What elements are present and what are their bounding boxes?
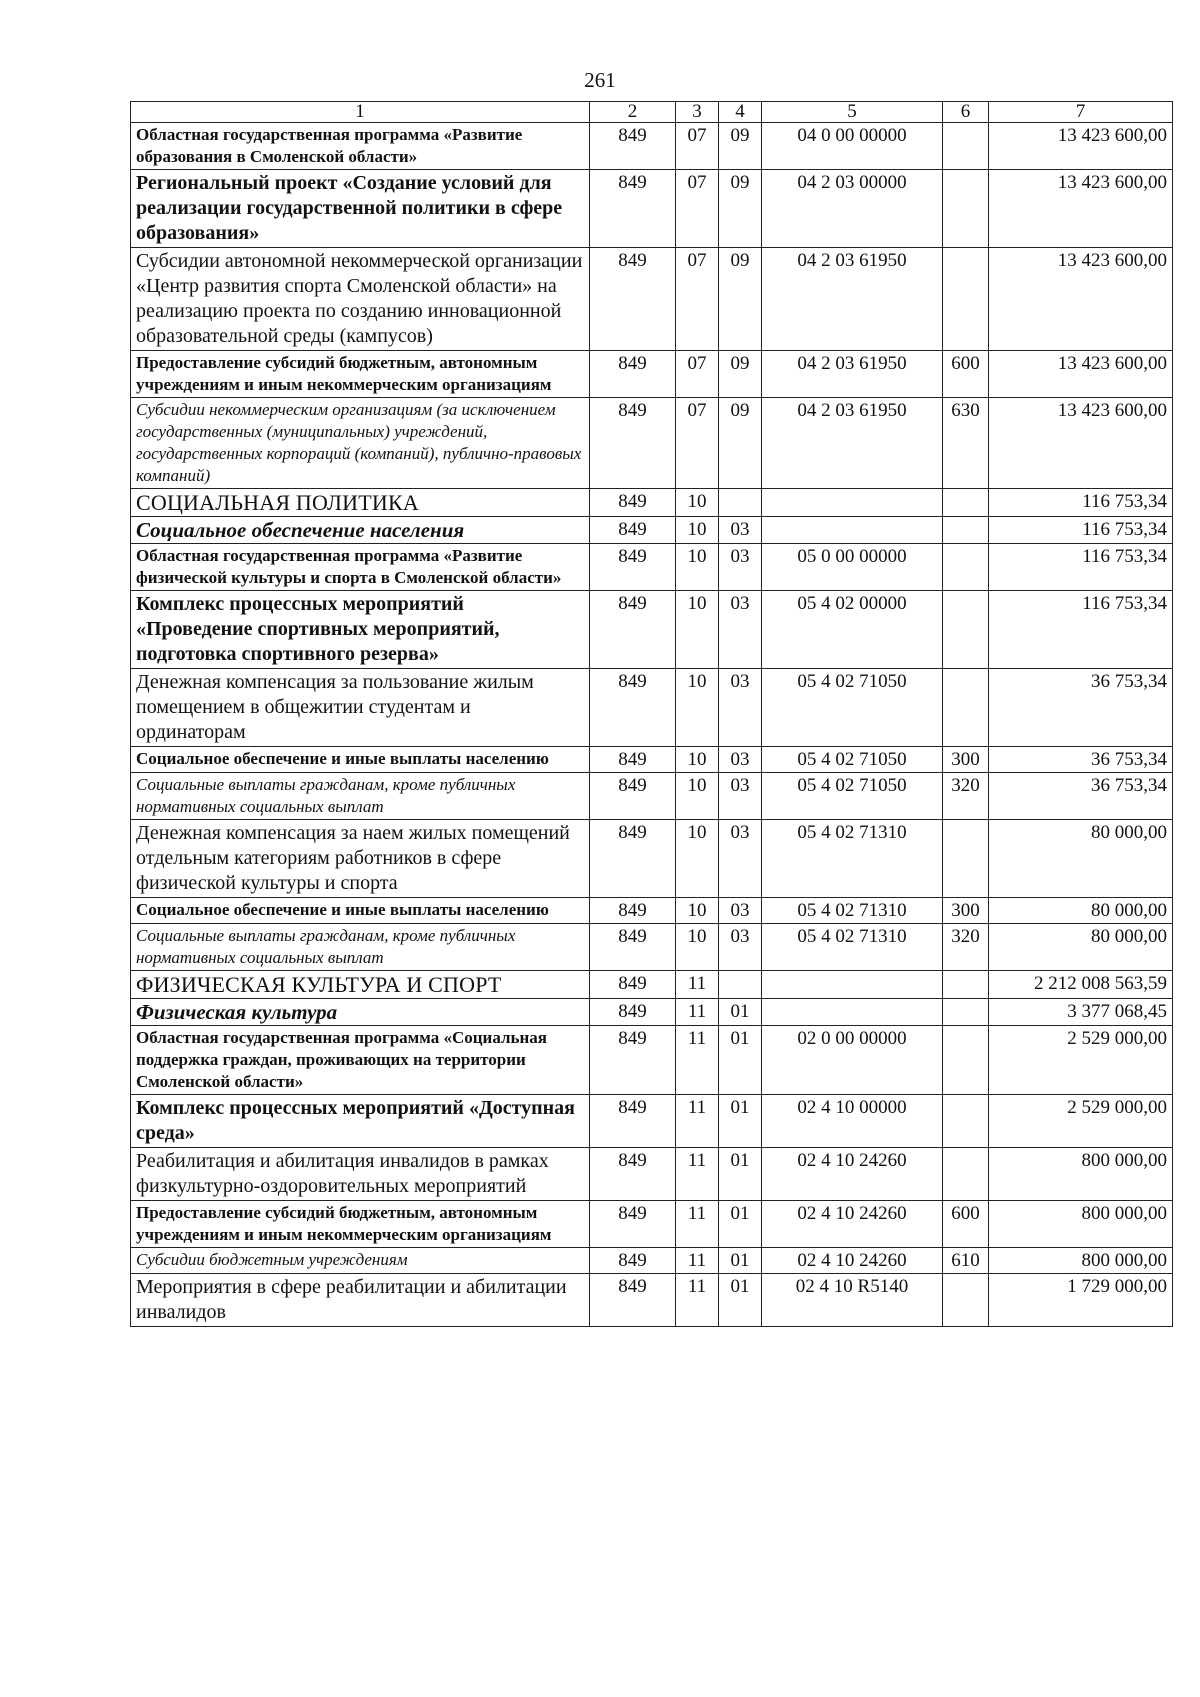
- table-row: [131, 351, 1173, 398]
- row-target-code-cell: 04 2 03 61950: [762, 398, 943, 489]
- row-name-cell: Комплекс процессных мероприятий «Проведение спортивных мероприятий, подготовка спортивного резерва»: [131, 591, 590, 669]
- table-row: [131, 1201, 1173, 1248]
- row-subsection-cell: 01: [719, 999, 762, 1026]
- row-admin-code-cell: 849: [590, 1201, 676, 1248]
- row-target-code-cell: [762, 999, 943, 1026]
- row-amount-cell: 116 753,34: [989, 544, 1173, 591]
- row-admin-code-cell: 849: [590, 1248, 676, 1274]
- row-name-cell: Областная государственная программа «Развитие образования в Смоленской области»: [131, 123, 590, 170]
- row-section-cell: 10: [676, 924, 719, 971]
- header-cell: 4: [719, 102, 762, 123]
- row-section-cell: 11: [676, 971, 719, 999]
- row-expense-type-cell: 320: [943, 924, 989, 971]
- row-admin-code-cell: 849: [590, 1274, 676, 1327]
- page-number: 261: [584, 68, 616, 92]
- row-subsection-cell: 03: [719, 544, 762, 591]
- row-name-cell: Мероприятия в сфере реабилитации и абилитации инвалидов: [131, 1274, 590, 1327]
- row-admin-code-cell: 849: [590, 669, 676, 747]
- row-section-cell: 10: [676, 591, 719, 669]
- row-subsection-cell: 03: [719, 924, 762, 971]
- row-amount-cell: 80 000,00: [989, 820, 1173, 898]
- table-row: [131, 999, 1173, 1026]
- row-subsection-cell: 09: [719, 351, 762, 398]
- row-name-cell: Социальное обеспечение и иные выплаты населению: [131, 747, 590, 773]
- row-target-code-cell: 02 4 10 00000: [762, 1095, 943, 1148]
- header-cell: 7: [989, 102, 1173, 123]
- row-target-code-cell: 04 0 00 00000: [762, 123, 943, 170]
- row-target-code-cell: 05 4 02 71050: [762, 773, 943, 820]
- header-cell: 6: [943, 102, 989, 123]
- row-name-cell: Социальные выплаты гражданам, кроме публичных нормативных социальных выплат: [131, 924, 590, 971]
- row-target-code-cell: 05 4 02 71310: [762, 924, 943, 971]
- row-section-cell: 10: [676, 747, 719, 773]
- table-row: [131, 924, 1173, 971]
- table-row: [131, 517, 1173, 544]
- header-row: [131, 102, 1173, 123]
- row-section-cell: 11: [676, 1026, 719, 1095]
- table-row: [131, 1148, 1173, 1201]
- row-expense-type-cell: [943, 123, 989, 170]
- row-name-cell: Физическая культура: [131, 999, 590, 1026]
- row-name-cell: ФИЗИЧЕСКАЯ КУЛЬТУРА И СПОРТ: [131, 971, 590, 999]
- header-cell: 1: [131, 102, 590, 123]
- row-expense-type-cell: [943, 999, 989, 1026]
- row-target-code-cell: 02 4 10 R5140: [762, 1274, 943, 1327]
- row-name-cell: Комплекс процессных мероприятий «Доступная среда»: [131, 1095, 590, 1148]
- row-amount-cell: 116 753,34: [989, 489, 1173, 517]
- row-target-code-cell: 02 4 10 24260: [762, 1148, 943, 1201]
- row-amount-cell: 13 423 600,00: [989, 123, 1173, 170]
- row-name-cell: Социальное обеспечение и иные выплаты населению: [131, 898, 590, 924]
- row-subsection-cell: 03: [719, 517, 762, 544]
- table-row: [131, 170, 1173, 248]
- row-name-cell: Областная государственная программа «Развитие физической культуры и спорта в Смоленской области»: [131, 544, 590, 591]
- table-row: [131, 591, 1173, 669]
- row-expense-type-cell: [943, 1095, 989, 1148]
- table-row: [131, 898, 1173, 924]
- row-target-code-cell: 05 0 00 00000: [762, 544, 943, 591]
- row-subsection-cell: 01: [719, 1026, 762, 1095]
- row-expense-type-cell: [943, 1026, 989, 1095]
- row-expense-type-cell: [943, 820, 989, 898]
- row-expense-type-cell: [943, 517, 989, 544]
- row-target-code-cell: 05 4 02 71050: [762, 669, 943, 747]
- budget-table: [130, 101, 1173, 1327]
- row-subsection-cell: 03: [719, 591, 762, 669]
- row-amount-cell: 13 423 600,00: [989, 170, 1173, 248]
- row-section-cell: 10: [676, 820, 719, 898]
- row-name-cell: Денежная компенсация за пользование жилым помещением в общежитии студентам и ординаторам: [131, 669, 590, 747]
- row-section-cell: 11: [676, 1274, 719, 1327]
- row-section-cell: 10: [676, 898, 719, 924]
- table-row: [131, 248, 1173, 351]
- table-row: [131, 1274, 1173, 1327]
- row-expense-type-cell: [943, 544, 989, 591]
- row-subsection-cell: 03: [719, 898, 762, 924]
- row-admin-code-cell: 849: [590, 398, 676, 489]
- row-admin-code-cell: 849: [590, 898, 676, 924]
- row-expense-type-cell: [943, 489, 989, 517]
- row-name-cell: Субсидии некоммерческим организациям (за исключением государственных (муниципальных) учреждений, государственных корпораций (компаний), публично-правовых компаний): [131, 398, 590, 489]
- header-cell: 5: [762, 102, 943, 123]
- row-section-cell: 10: [676, 517, 719, 544]
- row-admin-code-cell: 849: [590, 1148, 676, 1201]
- row-admin-code-cell: 849: [590, 820, 676, 898]
- row-subsection-cell: 01: [719, 1148, 762, 1201]
- row-name-cell: Социальные выплаты гражданам, кроме публичных нормативных социальных выплат: [131, 773, 590, 820]
- row-target-code-cell: 05 4 02 00000: [762, 591, 943, 669]
- table-row: [131, 123, 1173, 170]
- row-amount-cell: 80 000,00: [989, 924, 1173, 971]
- row-section-cell: 11: [676, 1201, 719, 1248]
- table-row: [131, 489, 1173, 517]
- row-target-code-cell: [762, 517, 943, 544]
- row-expense-type-cell: 630: [943, 398, 989, 489]
- table-row: [131, 971, 1173, 999]
- row-name-cell: Реабилитация и абилитация инвалидов в рамках физкультурно-оздоровительных мероприятий: [131, 1148, 590, 1201]
- row-admin-code-cell: 849: [590, 999, 676, 1026]
- row-section-cell: 07: [676, 248, 719, 351]
- row-admin-code-cell: 849: [590, 924, 676, 971]
- row-target-code-cell: 04 2 03 61950: [762, 248, 943, 351]
- row-subsection-cell: 09: [719, 123, 762, 170]
- table-row: [131, 773, 1173, 820]
- row-expense-type-cell: [943, 248, 989, 351]
- row-target-code-cell: 02 4 10 24260: [762, 1201, 943, 1248]
- row-admin-code-cell: 849: [590, 517, 676, 544]
- row-target-code-cell: 05 4 02 71310: [762, 898, 943, 924]
- row-amount-cell: 36 753,34: [989, 773, 1173, 820]
- row-expense-type-cell: [943, 1274, 989, 1327]
- row-amount-cell: 36 753,34: [989, 669, 1173, 747]
- row-amount-cell: 2 212 008 563,59: [989, 971, 1173, 999]
- row-subsection-cell: 03: [719, 820, 762, 898]
- row-section-cell: 10: [676, 544, 719, 591]
- row-expense-type-cell: [943, 170, 989, 248]
- row-subsection-cell: 01: [719, 1274, 762, 1327]
- row-amount-cell: 13 423 600,00: [989, 398, 1173, 489]
- row-name-cell: Субсидии бюджетным учреждениям: [131, 1248, 590, 1274]
- row-name-cell: Предоставление субсидий бюджетным, автономным учреждениям и иным некоммерческим организациям: [131, 1201, 590, 1248]
- row-section-cell: 07: [676, 351, 719, 398]
- row-name-cell: Денежная компенсация за наем жилых помещений отдельным категориям работников в сфере физической культуры и спорта: [131, 820, 590, 898]
- table-row: [131, 1095, 1173, 1148]
- row-admin-code-cell: 849: [590, 1095, 676, 1148]
- row-subsection-cell: [719, 489, 762, 517]
- row-amount-cell: 13 423 600,00: [989, 248, 1173, 351]
- row-admin-code-cell: 849: [590, 123, 676, 170]
- row-amount-cell: 13 423 600,00: [989, 351, 1173, 398]
- row-amount-cell: 3 377 068,45: [989, 999, 1173, 1026]
- row-section-cell: 11: [676, 1248, 719, 1274]
- row-amount-cell: 1 729 000,00: [989, 1274, 1173, 1327]
- row-section-cell: 07: [676, 123, 719, 170]
- row-name-cell: Областная государственная программа «Социальная поддержка граждан, проживающих на территории Смоленской области»: [131, 1026, 590, 1095]
- row-name-cell: Субсидии автономной некоммерческой организации «Центр развития спорта Смоленской области» на реализацию проекта по созданию инновационной образовательной среды (кампусов): [131, 248, 590, 351]
- row-target-code-cell: 04 2 03 00000: [762, 170, 943, 248]
- row-target-code-cell: 02 0 00 00000: [762, 1026, 943, 1095]
- row-name-cell: Социальное обеспечение населения: [131, 517, 590, 544]
- row-amount-cell: 2 529 000,00: [989, 1026, 1173, 1095]
- row-target-code-cell: [762, 971, 943, 999]
- header-cell: 2: [590, 102, 676, 123]
- row-expense-type-cell: 300: [943, 898, 989, 924]
- row-section-cell: 10: [676, 489, 719, 517]
- row-amount-cell: 116 753,34: [989, 517, 1173, 544]
- table-row: [131, 747, 1173, 773]
- row-amount-cell: 800 000,00: [989, 1201, 1173, 1248]
- row-section-cell: 07: [676, 170, 719, 248]
- row-expense-type-cell: 600: [943, 1201, 989, 1248]
- row-target-code-cell: 05 4 02 71050: [762, 747, 943, 773]
- row-section-cell: 11: [676, 1095, 719, 1148]
- row-expense-type-cell: 600: [943, 351, 989, 398]
- header-cell: 3: [676, 102, 719, 123]
- table-row: [131, 1248, 1173, 1274]
- row-admin-code-cell: 849: [590, 1026, 676, 1095]
- row-admin-code-cell: 849: [590, 544, 676, 591]
- row-admin-code-cell: 849: [590, 591, 676, 669]
- row-expense-type-cell: [943, 971, 989, 999]
- row-subsection-cell: 01: [719, 1095, 762, 1148]
- row-subsection-cell: 03: [719, 669, 762, 747]
- row-admin-code-cell: 849: [590, 971, 676, 999]
- row-admin-code-cell: 849: [590, 170, 676, 248]
- row-target-code-cell: [762, 489, 943, 517]
- row-section-cell: 10: [676, 773, 719, 820]
- row-subsection-cell: 01: [719, 1248, 762, 1274]
- row-name-cell: СОЦИАЛЬНАЯ ПОЛИТИКА: [131, 489, 590, 517]
- row-subsection-cell: 09: [719, 170, 762, 248]
- table-row: [131, 398, 1173, 489]
- row-target-code-cell: 02 4 10 24260: [762, 1248, 943, 1274]
- row-section-cell: 07: [676, 398, 719, 489]
- row-subsection-cell: 09: [719, 248, 762, 351]
- row-amount-cell: 116 753,34: [989, 591, 1173, 669]
- row-amount-cell: 36 753,34: [989, 747, 1173, 773]
- row-admin-code-cell: 849: [590, 773, 676, 820]
- row-amount-cell: 800 000,00: [989, 1148, 1173, 1201]
- row-expense-type-cell: 320: [943, 773, 989, 820]
- table-row: [131, 1026, 1173, 1095]
- row-admin-code-cell: 849: [590, 351, 676, 398]
- row-amount-cell: 80 000,00: [989, 898, 1173, 924]
- row-expense-type-cell: 610: [943, 1248, 989, 1274]
- row-name-cell: Предоставление субсидий бюджетным, автономным учреждениям и иным некоммерческим организациям: [131, 351, 590, 398]
- table-row: [131, 544, 1173, 591]
- row-admin-code-cell: 849: [590, 489, 676, 517]
- row-subsection-cell: 09: [719, 398, 762, 489]
- row-admin-code-cell: 849: [590, 248, 676, 351]
- row-target-code-cell: 04 2 03 61950: [762, 351, 943, 398]
- table-row: [131, 669, 1173, 747]
- row-section-cell: 11: [676, 999, 719, 1026]
- table-row: [131, 820, 1173, 898]
- row-subsection-cell: 03: [719, 747, 762, 773]
- row-amount-cell: 800 000,00: [989, 1248, 1173, 1274]
- row-expense-type-cell: 300: [943, 747, 989, 773]
- row-amount-cell: 2 529 000,00: [989, 1095, 1173, 1148]
- row-target-code-cell: 05 4 02 71310: [762, 820, 943, 898]
- row-admin-code-cell: 849: [590, 747, 676, 773]
- row-name-cell: Региональный проект «Создание условий для реализации государственной политики в сфере образования»: [131, 170, 590, 248]
- row-expense-type-cell: [943, 669, 989, 747]
- row-expense-type-cell: [943, 1148, 989, 1201]
- row-subsection-cell: [719, 971, 762, 999]
- row-expense-type-cell: [943, 591, 989, 669]
- row-subsection-cell: 01: [719, 1201, 762, 1248]
- row-section-cell: 10: [676, 669, 719, 747]
- row-subsection-cell: 03: [719, 773, 762, 820]
- row-section-cell: 11: [676, 1148, 719, 1201]
